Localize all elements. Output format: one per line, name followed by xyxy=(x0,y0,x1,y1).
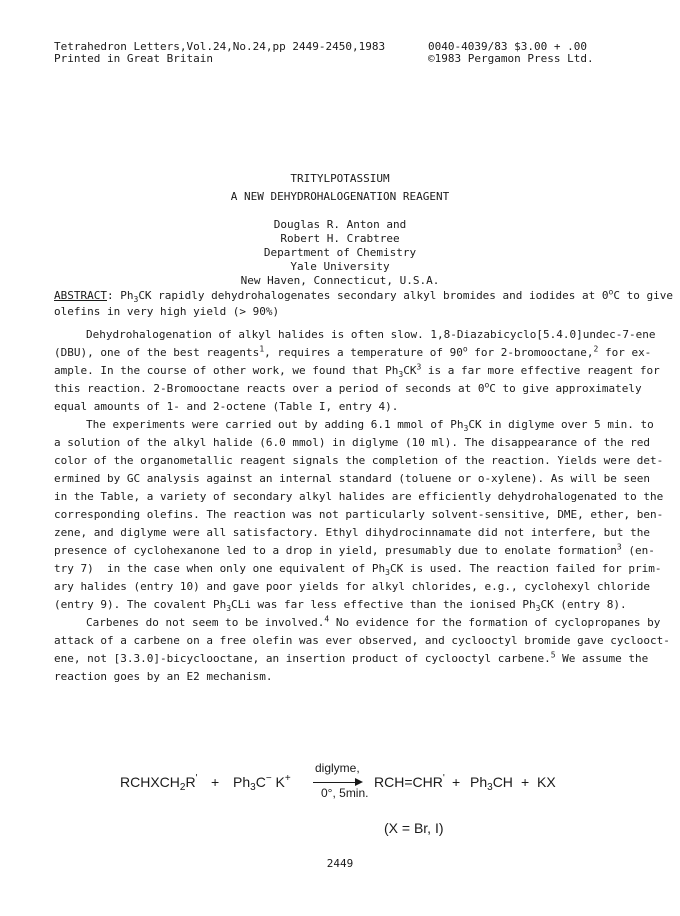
para2-line-9: try 7) in the case when only one equivalent of $Ph_3CK$ is used. The reaction failed for prim- xyxy=(54,562,662,578)
para2-line-10: ary halides (entry 10) and gave poor yields for alkyl chlorides, e.g., cyclohexyl chloride xyxy=(54,580,651,593)
reaction-arrow xyxy=(313,782,357,783)
plus-sign-2: + xyxy=(452,774,461,790)
product-olefin: RCH=CHR' xyxy=(374,773,445,790)
para2-line-4: ermined by GC analysis against an internal standard (toluene or o-xylene). As will be seen xyxy=(54,472,651,485)
arrow-condition-solvent: diglyme, xyxy=(315,761,360,775)
para2-line-5: in the Table, a variety of secondary alkyl halides are efficiently dehydrohalogenated to the xyxy=(54,490,664,503)
affiliation-university: Yale University xyxy=(290,260,390,273)
para3-line-4: reaction goes by an E2 mechanism. xyxy=(54,670,273,683)
author-1: Douglas R. Anton and xyxy=(273,218,407,231)
para3-line-2: attack of a carbene on a free olefin was ever observed, and cyclooctyl bromide gave cyclooct- xyxy=(54,634,670,647)
reactant-alkyl-halide: $RCHXCH_2R'$ xyxy=(120,773,198,793)
plus-sign-3: + xyxy=(521,774,530,790)
page-number: 2449 xyxy=(326,857,354,870)
copyright: ©1983 Pergamon Press Ltd. xyxy=(428,52,594,65)
product-triphenylmethane: $Ph_3CH$ xyxy=(470,774,513,793)
para2-line-2: a solution of the alkyl halide (6.0 mmol) in diglyme (10 ml). The disappearance of the red xyxy=(54,436,651,449)
abstract-line-1: ABSTRACT: $Ph_3CK$ rapidly dehydrohalogenates secondary alkyl bromides and iodides at 0$^o$C to give xyxy=(54,287,673,305)
arrow-condition-temp: 0°, 5min. xyxy=(321,786,369,800)
article-subtitle: A NEW DEHYDROHALOGENATION REAGENT xyxy=(230,190,450,203)
arrow-head-icon xyxy=(355,778,363,786)
para1-line-5: equal amounts of 1- and 2-octene (Table I, entry 4). xyxy=(54,400,399,413)
para1-line-4: this reaction. 2-Bromooctane reacts over a period of seconds at 0$^o$C to give approximately xyxy=(54,380,642,395)
para1-line-1: Dehydrohalogenation of alkyl halides is often slow. 1,8-Diazabicyclo[5.4.0]undec-7-ene xyxy=(86,328,656,341)
para2-line-7: zene, and diglyme were all satisfactory. Ethyl dihydrocinnamate did not interfere, but the xyxy=(54,526,651,539)
abstract-line-2: olefins in very high yield (> 90%) xyxy=(54,305,280,318)
plus-sign-1: + xyxy=(211,774,220,790)
title-block xyxy=(0,172,680,288)
para1-line-3: ample. In the course of other work, we found that $Ph_3CK^3$ is a far more effective reagent for xyxy=(54,362,660,380)
journal-citation: Tetrahedron Letters,Vol.24,No.24,pp 2449-2450,1983 xyxy=(54,40,386,53)
affiliation-department: Department of Chemistry xyxy=(263,246,417,259)
halide-condition: (X = Br, I) xyxy=(384,820,444,836)
affiliation-location: New Haven, Connecticut, U.S.A. xyxy=(240,274,440,287)
para2-line-8: presence of cyclohexanone led to a drop in yield, presumably due to enolate formation$^3$ (en- xyxy=(54,542,655,557)
author-2: Robert H. Crabtree xyxy=(280,232,400,245)
reagent-tritylpotassium: $Ph_3C^-$ K+ xyxy=(233,773,291,793)
article-title: TRITYLPOTASSIUM xyxy=(290,172,390,185)
issn-price: 0040-4039/83 $3.00 + .00 xyxy=(428,40,587,53)
para3-line-3: ene, not [3.3.0]-bicyclooctane, an insertion product of cyclooctyl carbene.$^5$ We assume the xyxy=(54,650,649,665)
para1-line-2: (DBU), one of the best reagents$^1$, requires a temperature of 90$^o$ for 2-bromooctane,$^2$ for ex- xyxy=(54,344,652,359)
para2-line-6: corresponding olefins. The reaction was not particularly solvent-sensitive, DME, ether, ben- xyxy=(54,508,664,521)
printed-in: Printed in Great Britain xyxy=(54,52,213,65)
para2-line-11: (entry 9). The covalent $Ph_3CLi$ was far less effective than the ionised $Ph_3CK$ (entry 8). xyxy=(54,598,627,614)
abstract-label: ABSTRACT xyxy=(54,289,107,302)
para2-line-1: The experiments were carried out by adding 6.1 mmol of $Ph_3CK$ in diglyme over 5 min. to xyxy=(86,418,654,434)
product-salt: KX xyxy=(537,774,556,790)
para2-line-3: color of the organometallic reagent signals the completion of the reaction. Yields were det- xyxy=(54,454,664,467)
para3-line-1: Carbenes do not seem to be involved.$^4$ No evidence for the formation of cyclopropanes by xyxy=(86,614,661,629)
